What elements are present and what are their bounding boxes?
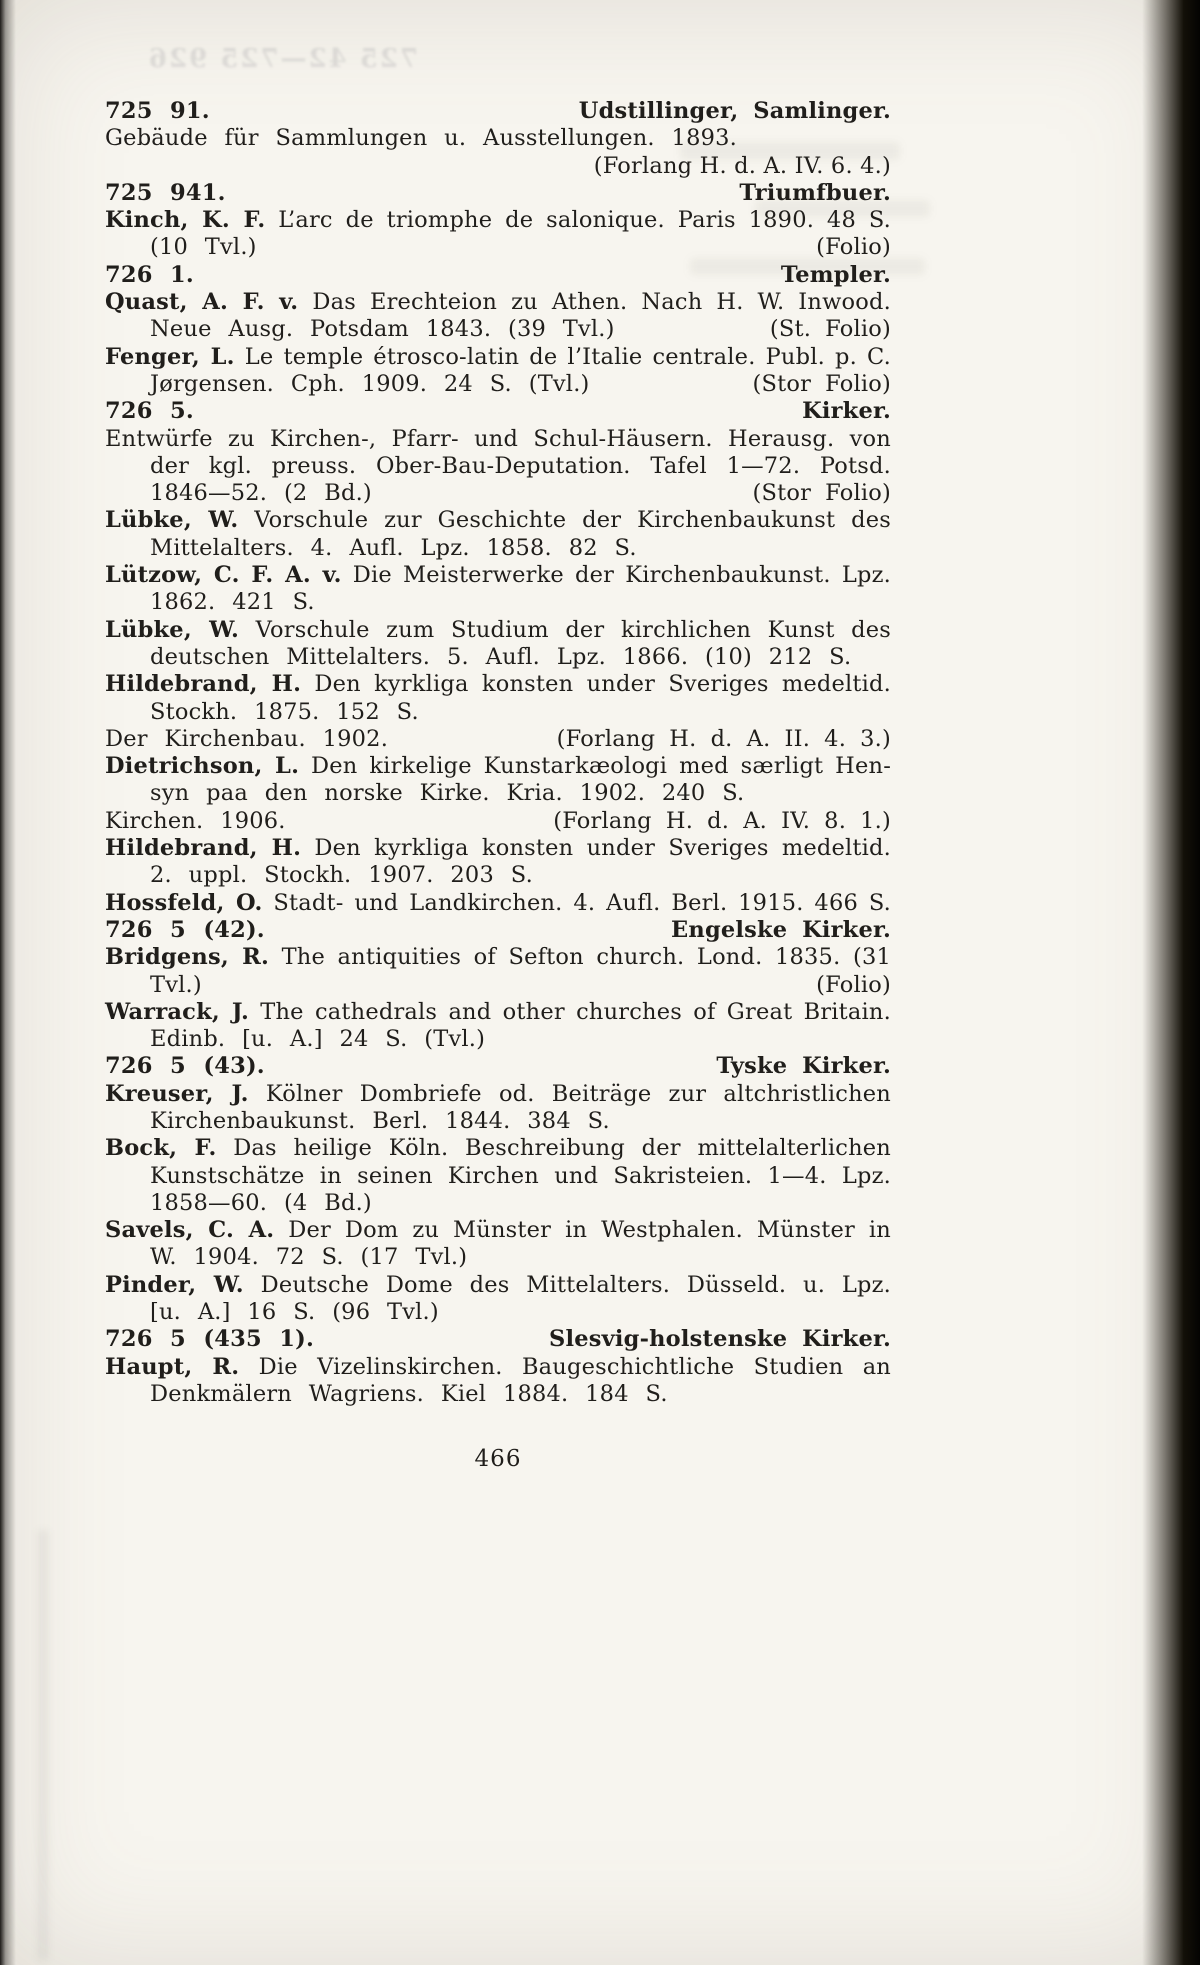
text-segment: der kgl. preuss. Ober-Bau-Deputation. Tafel 1—72. Potsd. [150,452,891,479]
entry-line [105,207,891,234]
bold-text-segment: 726 1. [105,261,194,288]
bold-text-segment: Dietrichson, L. [105,753,300,780]
text-segment: (Forlang H. d. A. II. 4. 3.) [556,725,891,752]
text-segment: Deutsche Dome des Mittelalters. Düsseld. u. Lpz. [243,1271,891,1298]
class-heading-line [105,398,891,425]
line-right-part [770,316,891,343]
scan-edge-right [1142,0,1200,1965]
text-segment: The cathedrals and other churches of Great Britain. [249,998,891,1025]
page-number: 466 [474,1446,522,1472]
line-left-part [105,726,388,753]
entry-continuation-line [105,1381,891,1408]
scan-streak [38,1530,48,1960]
bold-text-segment: Kinch, K. F. [105,207,266,234]
text-segment: Edinb. [u. A.] 24 S. (Tvl.) [150,1026,486,1053]
entry-continuation-line [105,480,891,507]
line-left-part [105,917,265,944]
bold-text-segment: Slesvig-holstenske Kirker. [549,1326,891,1353]
text-segment: deutschen Mittelalters. 5. Aufl. Lpz. 1866. (10) 212 S. [150,643,852,670]
line-right-part [802,398,891,425]
entry-line [105,753,891,780]
bold-text-segment: Bridgens, R. [105,944,270,971]
entry-continuation-line [105,371,891,398]
line-right-part [549,1326,891,1353]
text-segment: Le temple étrosco-latin de l’Italie centrale. Publ. p. C. [234,343,891,370]
bold-text-segment: Fenger, L. [105,343,235,370]
text-segment: Vorschule zum Studium der kirchlichen Kunst des [239,616,891,643]
line-left-part [150,234,257,261]
line-left-part [150,316,615,343]
text-segment: Kunstschätze in seinen Kirchen und Sakristeien. 1—4. Lpz. [150,1162,891,1189]
text-segment: Stockh. 1875. 152 S. [150,698,419,725]
class-heading-line [105,180,891,207]
entry-line [105,835,891,862]
text-segment: (Forlang H. d. A. IV. 8. 1.) [553,807,891,834]
bleed-through-text: 725 42—725 926 [146,44,418,74]
line-right-part [781,262,891,289]
entry-line [105,289,891,316]
entry-continuation-line [105,535,891,562]
entry-continuation-line [105,1108,891,1135]
entry-line [105,507,891,534]
bold-text-segment: Savels, C. A. [105,1217,275,1244]
entry-continuation-line [105,1163,891,1190]
line-right-part [753,480,891,507]
entry-line [105,1081,891,1108]
entry-line [105,1272,891,1299]
entry-continuation-line [105,780,891,807]
text-segment: The antiquities of Sefton church. Lond. 1835. (31 [269,944,891,971]
entry-continuation-line [105,234,891,261]
entry-line [105,726,891,753]
entry-line [105,426,891,453]
bold-text-segment: 726 5 (435 1). [105,1326,315,1353]
text-segment: Denkmälern Wagriens. Kiel 1884. 184 S. [150,1380,668,1407]
text-segment: (Stor Folio) [752,370,891,397]
bold-text-segment: Warrack, J. [105,998,249,1025]
bold-text-segment: Pinder, W. [105,1271,244,1298]
bold-text-segment: Quast, A. F. v. [105,289,299,316]
entry-line [105,344,891,371]
line-right-part [753,371,891,398]
text-segment: Der Kirchenbau. 1902. [105,725,389,752]
entry-continuation-line [105,644,891,671]
class-heading-line [105,262,891,289]
entry-line [105,944,891,971]
line-right-part [579,98,891,125]
line-right-part [716,1053,891,1080]
bold-text-segment: Templer. [780,261,891,288]
entry-line [105,671,891,698]
text-segment: Jørgensen. Cph. 1909. 24 S. (Tvl.) [150,370,590,397]
text-segment: (10 Tvl.) [150,234,257,261]
class-heading-line [105,917,891,944]
entry-continuation-line [105,316,891,343]
entry-continuation-line [105,589,891,616]
text-segment: Der Dom zu Münster in Westphalen. Münster in [274,1217,891,1244]
entry-line [105,617,891,644]
class-heading-line [105,1326,891,1353]
line-right-part [671,917,891,944]
text-segment: Kirchenbaukunst. Berl. 1844. 384 S. [150,1107,610,1134]
entry-continuation-line [105,699,891,726]
text-segment: Vorschule zur Geschichte der Kirchenbaukunst des [238,507,891,534]
line-right-part [816,972,891,999]
entry-line [105,1135,891,1162]
bold-text-segment: 726 5 (42). [105,916,265,943]
line-right-part [557,726,891,753]
bold-text-segment: 726 5. [105,398,194,425]
text-segment: Das Erechteion zu Athen. Nach H. W. Inwood. [298,289,891,316]
bold-text-segment: 725 91. [105,98,210,124]
line-right-part [816,234,891,261]
text-segment: [u. A.] 16 S. (96 Tvl.) [150,1299,439,1326]
entry-continuation-line [105,862,891,889]
text-segment: (Forlang H. d. A. IV. 6. 4.) [593,152,891,179]
bold-text-segment: Lübke, W. [105,507,239,534]
bold-text-segment: Engelske Kirker. [671,916,891,943]
text-segment: (Folio) [816,971,891,998]
text-segment: W. 1904. 72 S. (17 Tvl.) [150,1244,468,1271]
entry-line [105,999,891,1026]
text-segment: L’arc de triomphe de salonique. Paris 1890. 48 S. [265,207,891,234]
entry-continuation-line [105,1026,891,1053]
entry-line [105,808,891,835]
text-segment: 2. uppl. Stockh. 1907. 203 S. [150,862,533,889]
bold-text-segment: Kreuser, J. [105,1080,249,1107]
line-left-part [105,262,194,289]
catalog-text [105,98,891,1408]
text-segment: Den kyrkliga konsten under Sveriges medeltid. [301,835,891,862]
text-segment: Gebäude für Sammlungen u. Ausstellungen. 1893. [105,125,737,152]
line-left-part [105,1053,265,1080]
line-left-part [105,398,194,425]
text-segment: Entwürfe zu Kirchen-, Pfarr- und Schul-Häusern. Herausg. von [105,425,891,452]
text-segment: Das heilige Köln. Beschreibung der mittelalterlichen [216,1135,892,1162]
line-right-part [553,808,891,835]
text-segment: Neue Ausg. Potsdam 1843. (39 Tvl.) [150,316,615,343]
location-line [105,153,891,180]
bold-text-segment: Tyske Kirker. [716,1053,891,1080]
entry-continuation-line [105,1190,891,1217]
bold-text-segment: Kirker. [802,398,891,425]
text-segment: 1846—52. (2 Bd.) [150,480,372,507]
line-left-part [105,1326,314,1353]
text-segment: Stadt- und Landkirchen. 4. Aufl. Berl. 1915. 466 S. [262,889,891,916]
line-right-part [739,180,891,207]
bold-text-segment: 726 5 (43). [105,1053,265,1080]
text-segment: 1862. 421 S. [150,589,315,616]
text-segment: syn paa den norske Kirke. Kria. 1902. 240 S. [150,780,745,807]
text-segment: Den kirkelige Kunstarkæologi med særligt Hen- [299,753,892,780]
line-left-part [105,180,226,207]
text-segment: Die Meisterwerke der Kirchenbaukunst. Lpz. [341,562,891,589]
text-segment: Kölner Dombriefe od. Beiträge zur altchristlichen [248,1080,891,1107]
bold-text-segment: Hossfeld, O. [105,889,263,916]
line-left-part [150,371,590,398]
bold-text-segment: Hildebrand, H. [105,671,302,698]
entry-line [105,562,891,589]
entry-line [105,1217,891,1244]
bold-text-segment: Triumfbuer. [739,179,891,206]
text-segment: (Folio) [816,234,891,261]
text-segment: (St. Folio) [769,316,891,343]
entry-continuation-line [105,1299,891,1326]
line-left-part [150,972,202,999]
text-segment: Den kyrkliga konsten under Sveriges medeltid. [301,671,891,698]
text-segment: Die Vizelinskirchen. Baugeschichtliche Studien an [239,1353,892,1380]
entry-continuation-line [105,972,891,999]
line-left-part [105,808,286,835]
scan-edge-left [0,0,16,1965]
bold-text-segment: Hildebrand, H. [105,835,302,862]
entry-line [105,125,891,152]
bold-text-segment: Haupt, R. [105,1353,240,1380]
entry-continuation-line [105,1244,891,1271]
bold-text-segment: Bock, F. [105,1135,217,1162]
class-heading-line [105,98,891,125]
text-segment: Kirchen. 1906. [105,807,286,834]
text-segment: Tvl.) [150,971,202,998]
line-left-part [150,480,372,507]
entry-line [105,890,891,917]
line-left-part [105,98,210,125]
text-segment: Mittelalters. 4. Aufl. Lpz. 1858. 82 S. [150,534,637,561]
entry-line [105,1354,891,1381]
bold-text-segment: Udstillinger, Samlinger. [578,98,891,124]
bold-text-segment: 725 941. [105,179,226,206]
class-heading-line [105,1053,891,1080]
entry-continuation-line [105,453,891,480]
text-segment: (Stor Folio) [752,480,891,507]
bold-text-segment: Lützow, C. F. A. v. [105,562,342,589]
bold-text-segment: Lübke, W. [105,616,240,643]
text-segment: 1858—60. (4 Bd.) [150,1189,372,1216]
